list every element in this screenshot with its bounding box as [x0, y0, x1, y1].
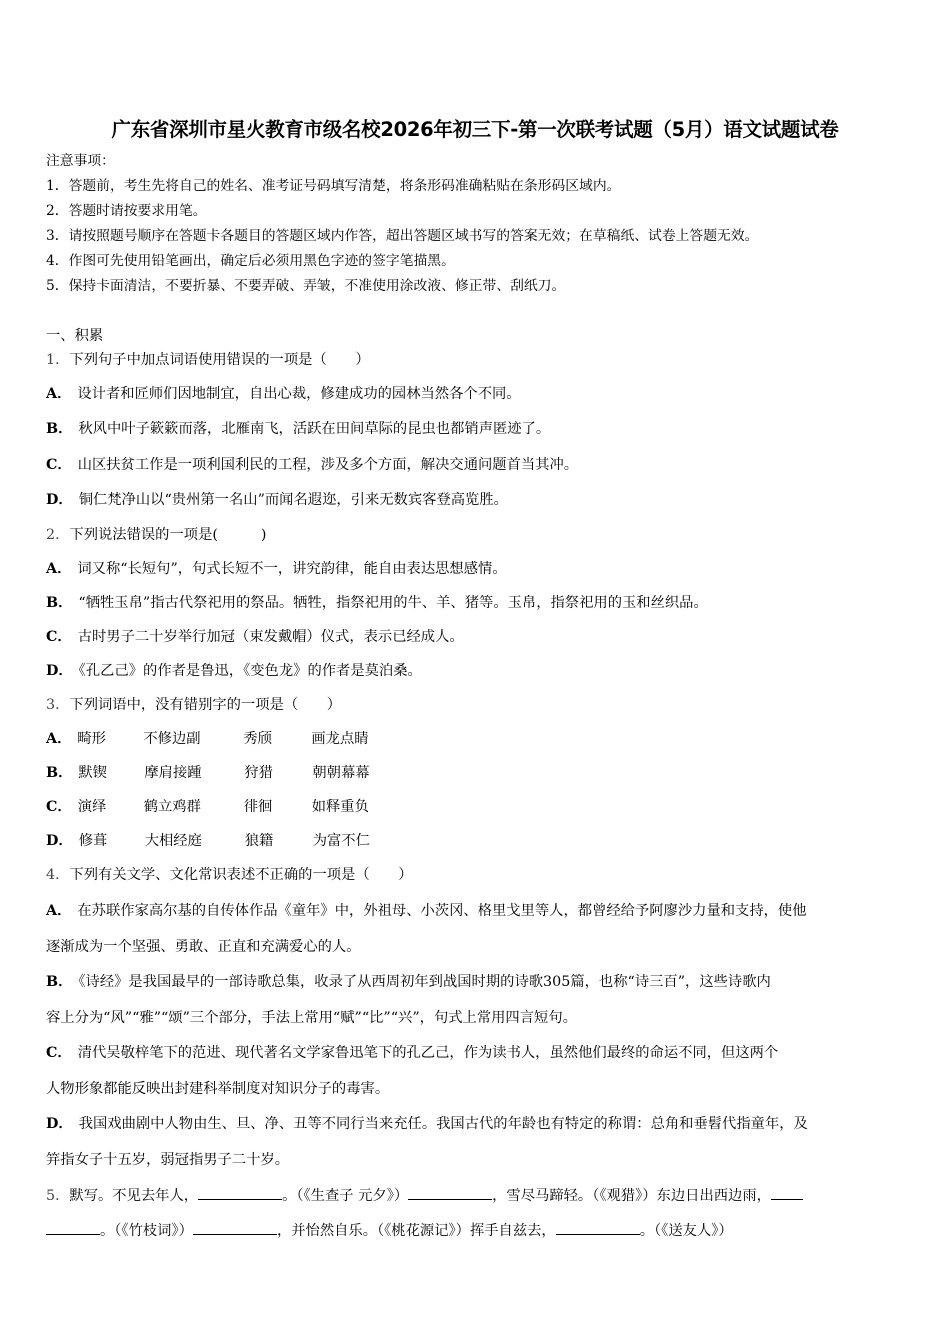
question-text: 下列有关文学、文化常识表述不正确的一项是（ ）	[69, 867, 413, 883]
word: 演绎	[77, 799, 107, 815]
word: 大相经庭	[144, 833, 202, 849]
q2-option-b[interactable]	[46, 593, 708, 613]
question-text: 。（《送友人》）	[639, 1223, 733, 1239]
q3-option-a[interactable]	[46, 729, 369, 749]
q1-option-c[interactable]	[46, 455, 578, 475]
word: 鹤立鸡群	[143, 799, 201, 815]
option-label: D．	[46, 663, 73, 679]
option-label: B．	[46, 421, 73, 437]
question-number: 5．	[46, 1188, 70, 1204]
word: 摩肩接踵	[144, 765, 202, 781]
option-text: 秋风中叶子簌簌而落，北雁南飞，活跃在田间草际的昆虫也都销声匿迹了。	[78, 421, 551, 437]
notice-item: 1．答题前，考生先将自己的姓名、准考证号码填写清楚，将条形码准确粘贴在条形码区域内。	[46, 178, 621, 194]
question-text: ，雪尽马蹄轻。（《观猎》）东边日出西边雨，	[492, 1188, 771, 1204]
word: 为富不仁	[312, 833, 370, 849]
section-heading: 一、积累	[46, 328, 104, 344]
option-label: C．	[46, 457, 72, 473]
option-text: 在苏联作家高尔基的自传体作品《童年》中，外祖母、小茨冈、格里戈里等人，都曾经给予阿廖沙力量和支持，使他	[77, 903, 807, 919]
q2-option-d[interactable]	[46, 661, 422, 681]
q4-option-b[interactable]	[46, 972, 771, 992]
question-5-line-2	[46, 1220, 733, 1241]
word: 畸形	[77, 731, 106, 747]
answer-blank[interactable]	[408, 1185, 492, 1200]
word: 画龙点睛	[311, 731, 369, 747]
q4-option-c[interactable]	[46, 1043, 778, 1063]
option-label: A．	[46, 903, 72, 919]
question-5-line-1	[46, 1185, 803, 1206]
question-3-stem	[46, 695, 341, 715]
option-label: B．	[46, 765, 73, 781]
answer-blank[interactable]	[556, 1220, 640, 1235]
option-text: 古时男子二十岁举行加冠（束发戴帽）仪式，表示已经成人。	[77, 629, 464, 645]
q1-option-d[interactable]	[46, 490, 508, 510]
option-text: 《孔乙己》的作者是鲁迅，《变色龙》的作者是莫泊桑。	[78, 663, 422, 679]
option-label: B．	[46, 595, 73, 611]
q2-option-c[interactable]	[46, 627, 464, 647]
q4-option-d[interactable]	[46, 1114, 808, 1134]
question-text: ，并怡然自乐。（《桃花源记》）挥手自兹去，	[276, 1223, 556, 1239]
option-label: A．	[46, 386, 72, 402]
word: 秀颀	[243, 731, 272, 747]
word: 默锲	[78, 765, 107, 781]
word: 修葺	[78, 833, 108, 849]
option-text-cont: 笄指女子十五岁，弱冠指男子二十岁。	[46, 1152, 290, 1168]
option-label: A．	[46, 561, 72, 577]
word: 徘徊	[243, 799, 273, 815]
question-text: 。（《竹枝词》）	[100, 1223, 193, 1239]
option-text-cont: 人物形象都能反映出封建科举制度对知识分子的毒害。	[46, 1081, 390, 1097]
answer-blank[interactable]	[198, 1185, 282, 1200]
question-number: 3．	[46, 697, 70, 713]
notice-item: 4．作图可先使用铅笔画出，确定后必须用黑色字迹的签字笔描黑。	[46, 253, 455, 269]
option-text: 清代吴敬梓笔下的范进、现代著名文学家鲁迅笔下的孔乙己，作为读书人，虽然他们最终的命运不同，但这两个	[77, 1045, 779, 1061]
option-label: D．	[46, 1116, 73, 1132]
question-text: 下列句子中加点词语使用错误的一项是（ ）	[69, 352, 370, 368]
option-text: 山区扶贫工作是一项利国利民的工程，涉及多个方面，解决交通问题首当其冲。	[77, 457, 579, 473]
question-1-stem	[46, 350, 370, 370]
q3-option-b[interactable]	[46, 763, 370, 783]
option-label: D．	[46, 833, 73, 849]
option-label: C．	[46, 1045, 72, 1061]
q4-option-a[interactable]	[46, 901, 807, 921]
option-label: B．	[46, 974, 73, 990]
q3-option-d[interactable]	[46, 831, 370, 851]
option-text: 《诗经》是我国最早的一部诗歌总集，收录了从西周初年到战国时期的诗歌305篇，也称“诗三百”，这些诗歌内	[78, 974, 771, 990]
option-text: 词又称“长短句”，句式长短不一，讲究韵律，能自由表达思想感情。	[77, 561, 507, 577]
word: 狼籍	[244, 833, 274, 849]
question-number: 4．	[46, 867, 70, 883]
page-title: 广东省深圳市星火教育市级名校2026年初三下-第一次联考试题（5月）语文试题试卷	[111, 118, 839, 141]
option-label: A．	[46, 731, 72, 747]
question-2-stem	[46, 525, 266, 545]
q1-option-a[interactable]	[46, 384, 521, 404]
option-text: 铜仁梵净山以“贵州第一名山”而闻名遐迩，引来无数宾客登高览胜。	[78, 492, 508, 508]
question-text: 下列词语中，没有错别字的一项是（ ）	[69, 697, 342, 713]
option-text-cont: 容上分为“风”“雅”“颂”三个部分，手法上常用“赋”“比”“兴”，句式上常用四言短句。	[46, 1010, 577, 1026]
q3-option-c[interactable]	[46, 797, 369, 817]
notice-heading: 注意事项：	[46, 153, 115, 169]
option-label: C．	[46, 629, 72, 645]
question-number: 2．	[46, 527, 70, 543]
q1-option-b[interactable]	[46, 419, 550, 439]
question-text: 。（《生查子 元夕》）	[282, 1188, 409, 1204]
option-label: D．	[46, 492, 73, 508]
question-text: 下列说法错误的一项是( )	[69, 527, 267, 543]
option-text-cont: 逐渐成为一个坚强、勇敢、正直和充满爱心的人。	[46, 939, 361, 955]
answer-blank[interactable]	[193, 1220, 277, 1235]
word: 不修边副	[143, 731, 201, 747]
option-text: 我国戏曲剧中人物由生、旦、净、丑等不同行当来充任。我国古代的年龄也有特定的称谓：总角和垂髫代指童年，及	[78, 1116, 808, 1132]
word: 朝朝幕幕	[312, 765, 370, 781]
notice-item: 5．保持卡面清洁，不要折暴、不要弄破、弄皱，不准使用涂改液、修正带、刮纸刀。	[46, 278, 566, 294]
notice-item: 2．答题时请按要求用笔。	[46, 203, 207, 219]
question-4-stem	[46, 865, 413, 885]
option-label: C．	[46, 799, 72, 815]
answer-blank[interactable]	[771, 1185, 803, 1200]
question-number: 1．	[46, 352, 70, 368]
question-text: 默写。不见去年人，	[69, 1188, 199, 1204]
option-text: “牺牲玉帛”指古代祭祀用的祭品。牺牲，指祭祀用的牛、羊、猪等。玉帛，指祭祀用的玉和丝织品。	[78, 595, 708, 611]
word: 如释重负	[311, 799, 369, 815]
notice-item: 3．请按照题号顺序在答题卡各题目的答题区域内作答，超出答题区域书写的答案无效；在草稿纸、试卷上答题无效。	[46, 228, 759, 244]
word: 狩猎	[244, 765, 273, 781]
option-text: 设计者和匠师们因地制宜，自出心裁，修建成功的园林当然各个不同。	[77, 386, 521, 402]
answer-blank[interactable]	[46, 1220, 100, 1235]
q2-option-a[interactable]	[46, 559, 507, 579]
